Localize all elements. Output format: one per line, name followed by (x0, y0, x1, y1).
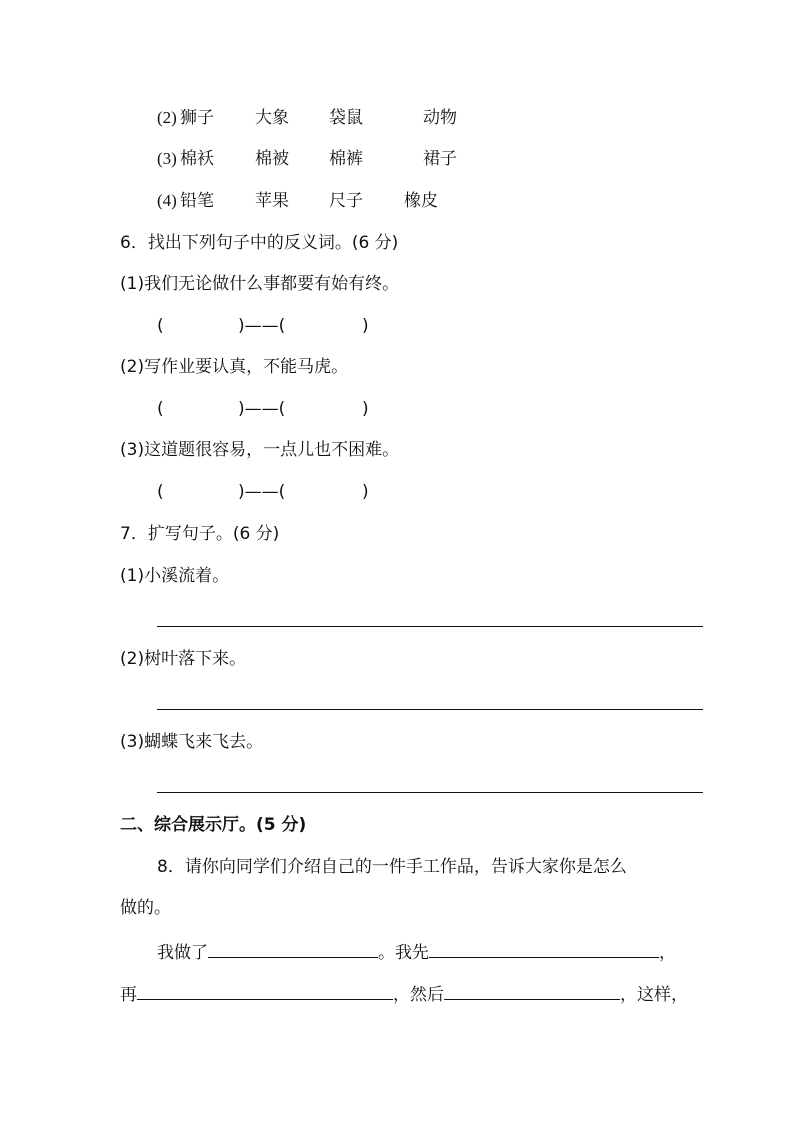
word-group-label: (4) (157, 191, 177, 210)
fill-text: 再 (120, 985, 137, 1005)
answer-close-paren: ) (362, 316, 369, 336)
q8-fill-line-2 (120, 981, 688, 1006)
answer-line (157, 709, 703, 710)
q7-title: 7．扩写句子。(6 分) (120, 524, 280, 544)
fill-blank (429, 939, 659, 958)
answer-close-paren: ) (362, 399, 369, 419)
q6-sentence-1: (1)我们无论做什么事都要有始有终。 (120, 274, 400, 294)
q7-item-2: (2)树叶落下来。 (120, 649, 247, 669)
word: 大象 (255, 108, 289, 128)
q7-item-3: (3)蝴蝶飞来飞去。 (120, 732, 264, 752)
answer-separator: )——( (238, 482, 286, 502)
word: 动物 (423, 108, 457, 128)
fill-text: ，这样， (620, 985, 688, 1005)
fill-text: ， (659, 943, 676, 963)
fill-text: 。我先 (378, 943, 429, 963)
word: 尺子 (329, 191, 363, 211)
answer-line (157, 626, 703, 627)
word: 裙子 (423, 149, 457, 169)
q6-title: 6．找出下列句子中的反义词。(6 分) (120, 233, 399, 253)
word: 棉被 (255, 149, 289, 169)
fill-blank (137, 981, 393, 1000)
answer-close-paren: ) (362, 482, 369, 502)
q8-fill-line-1 (157, 939, 676, 964)
answer-open-paren: ( (157, 399, 164, 419)
fill-blank (444, 981, 620, 1000)
q6-sentence-2: (2)写作业要认真，不能马虎。 (120, 357, 349, 377)
answer-open-paren: ( (157, 316, 164, 336)
word: 棉袄 (180, 149, 214, 169)
q7-item-1: (1)小溪流着。 (120, 566, 230, 586)
answer-separator: )——( (238, 399, 286, 419)
q8-prompt-line-2: 做的。 (120, 898, 171, 918)
answer-line (157, 792, 703, 793)
answer-separator: )——( (238, 316, 286, 336)
word: 橡皮 (404, 191, 438, 211)
word: 袋鼠 (329, 108, 363, 128)
word-group-label: (2) (157, 108, 177, 127)
fill-text: 我做了 (157, 943, 208, 963)
word: 苹果 (255, 191, 289, 211)
fill-text: ，然后 (393, 985, 444, 1005)
section-2-title: 二、综合展示厅。(5 分) (120, 815, 307, 835)
q6-sentence-3: (3)这道题很容易，一点儿也不困难。 (120, 440, 400, 460)
word: 棉裤 (329, 149, 363, 169)
word: 狮子 (180, 108, 214, 128)
answer-open-paren: ( (157, 482, 164, 502)
fill-blank (208, 939, 378, 958)
word-group-label: (3) (157, 149, 177, 168)
q8-prompt-line-1: 8．请你向同学们介绍自己的一件手工作品，告诉大家你是怎么 (157, 857, 627, 877)
word: 铅笔 (180, 191, 214, 211)
